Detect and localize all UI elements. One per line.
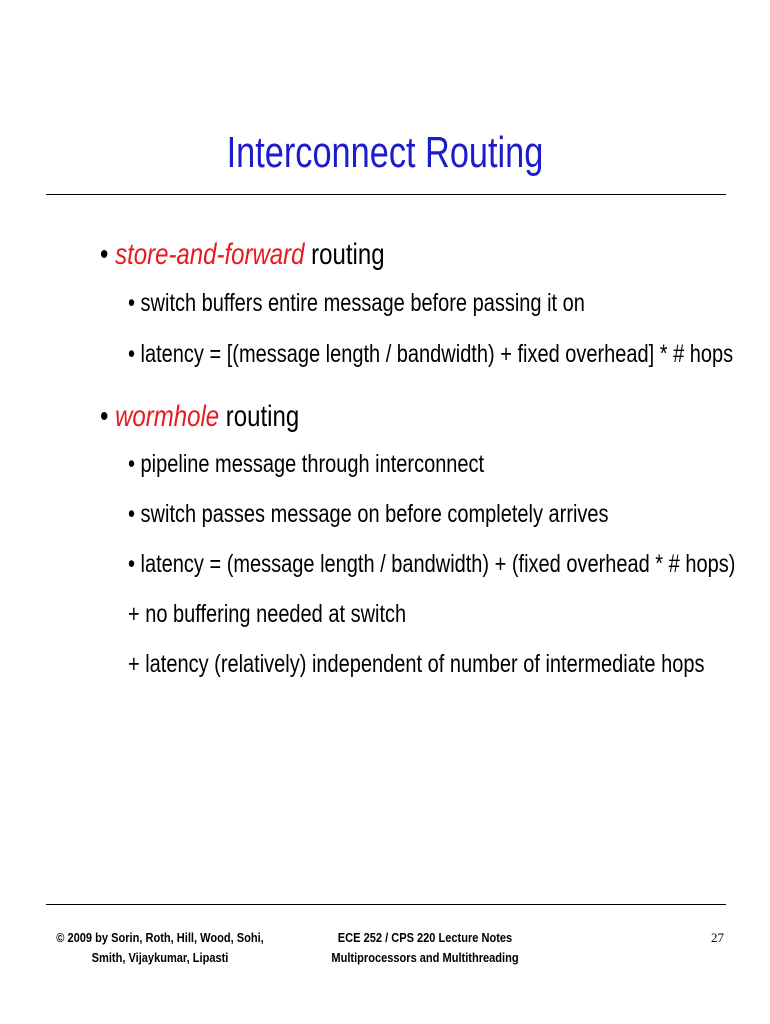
pro-point: + no buffering needed at switch [128, 600, 407, 628]
footer-copyright-line: © 2009 by Sorin, Roth, Hill, Wood, Sohi, [56, 930, 264, 945]
footer-divider [46, 904, 726, 905]
bullet-wormhole [100, 400, 299, 435]
title-divider [46, 194, 726, 195]
sub-bullet: • switch buffers entire message before passing it on [128, 289, 585, 317]
bullet-emphasis: store-and-forward [115, 238, 305, 271]
bullet-marker: • [100, 400, 109, 433]
footer-course-line: Multiprocessors and Multithreading [331, 950, 519, 966]
bullet-marker: • [100, 238, 109, 271]
sub-bullet: • switch passes message on before completely arrives [128, 500, 609, 528]
footer-copyright [41, 928, 279, 968]
sub-bullet: • latency = (message length / bandwidth) + (fixed overhead * # hops) [128, 550, 736, 578]
bullet-emphasis: wormhole [115, 400, 220, 433]
sub-bullet: • pipeline message through interconnect [128, 450, 485, 478]
footer-course [302, 928, 549, 968]
pro-point: + latency (relatively) independent of number of intermediate hops [128, 650, 705, 678]
bullet-store-and-forward [100, 238, 385, 273]
page-number: 27 [711, 930, 724, 945]
bullet-text: routing [219, 400, 300, 433]
sub-bullet: • latency = [(message length / bandwidth) + fixed overhead] * # hops [128, 340, 734, 368]
bullet-text: routing [304, 238, 385, 271]
slide-title: Interconnect Routing [226, 128, 544, 177]
footer-course-line: ECE 252 / CPS 220 Lecture Notes [337, 930, 513, 945]
footer-copyright-line: Smith, Vijaykumar, Lipasti [91, 950, 229, 966]
